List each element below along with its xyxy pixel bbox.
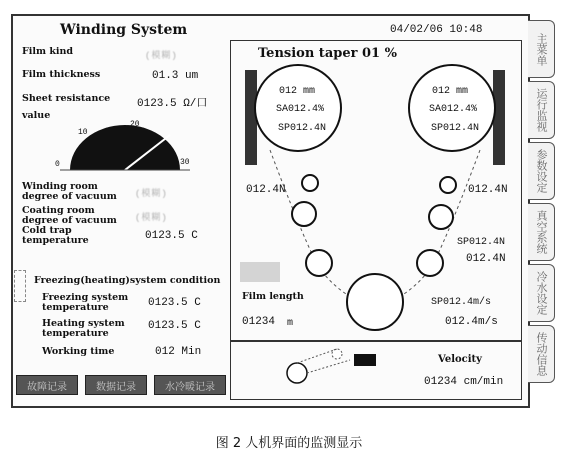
blurred-marker bbox=[240, 262, 280, 282]
freezing-temp-label: Freezing system temperature bbox=[42, 292, 129, 313]
left-roller-3 bbox=[306, 250, 332, 276]
tab-main-menu[interactable]: 主菜单 bbox=[528, 20, 555, 78]
sensor-block bbox=[354, 354, 376, 366]
tab-run-monitor[interactable]: 运行监视 bbox=[528, 81, 555, 139]
right-tension: 012.4N bbox=[468, 184, 508, 196]
film-length-value: 01234 bbox=[242, 316, 276, 328]
working-time-label: Working time bbox=[42, 346, 115, 357]
right-roll-diameter: 012 mm bbox=[432, 86, 469, 97]
gauge-tick-20: 20 bbox=[130, 120, 140, 129]
tab-drive-info[interactable]: 传动信息 bbox=[528, 325, 555, 383]
main-drum bbox=[347, 274, 403, 330]
side-tab-bar bbox=[528, 20, 558, 386]
sheet-resistance-label2: value bbox=[22, 110, 51, 121]
coating-vacuum-value: (模糊) bbox=[135, 213, 168, 223]
figure-caption: 图 2 人机界面的监测显示 bbox=[215, 436, 363, 451]
tab-vacuum-system[interactable]: 真空系统 bbox=[528, 203, 555, 261]
gauge-tick-10: 10 bbox=[78, 128, 88, 137]
film-length-label: Film length bbox=[242, 291, 304, 302]
film-thickness-value: 01.3 um bbox=[152, 70, 199, 82]
freezing-condition-title: Freezing(heating)system condition bbox=[34, 275, 221, 286]
left-roller-2 bbox=[292, 202, 316, 226]
heating-temp-label: Heating system temperature bbox=[42, 318, 125, 339]
guide-roll bbox=[332, 349, 342, 359]
velocity-value: 01234 cm/min bbox=[424, 376, 504, 388]
film-thickness-label: Film thickness bbox=[22, 69, 101, 80]
data-record-button[interactable]: 数据记录 bbox=[85, 375, 147, 395]
film-length-unit: m bbox=[287, 318, 294, 329]
film-kind-label: Film kind bbox=[22, 46, 74, 57]
condition-marker-icon bbox=[14, 270, 26, 302]
winding-vacuum-value: (模糊) bbox=[135, 189, 168, 199]
sheet-resistance-value: 0123.5 Ω/口 bbox=[137, 98, 208, 110]
right-roller-2 bbox=[429, 205, 453, 229]
left-roller-1 bbox=[302, 175, 318, 191]
unwind-diagram bbox=[230, 340, 380, 398]
working-time-value: 012 Min bbox=[155, 346, 202, 358]
right-roll-sa: SA012.4% bbox=[429, 104, 478, 115]
left-roll-sa: SA012.4% bbox=[276, 104, 325, 115]
tension-title: Tension taper 01 % bbox=[258, 46, 397, 61]
left-tension: 012.4N bbox=[246, 184, 286, 196]
sheet-resistance-label: Sheet resistance bbox=[22, 93, 111, 104]
page-title: Winding System bbox=[60, 22, 188, 38]
coating-vacuum-label: Coating room degree of vacuum bbox=[22, 205, 117, 226]
right-roller-1 bbox=[440, 177, 456, 193]
speed-value: 012.4m/s bbox=[445, 316, 498, 328]
left-roll-diameter: 012 mm bbox=[279, 86, 316, 97]
cooling-heating-record-button[interactable]: 水冷暖记录 bbox=[154, 375, 226, 395]
cold-trap-label: Cold trap temperature bbox=[22, 225, 89, 246]
right-roller-3 bbox=[417, 250, 443, 276]
tab-cooling-settings[interactable]: 冷水设定 bbox=[528, 264, 555, 322]
velocity-label: Velocity bbox=[438, 354, 482, 365]
winding-vacuum-label: Winding room degree of vacuum bbox=[22, 181, 117, 202]
right-tension-2: 012.4N bbox=[466, 253, 506, 265]
datetime: 04/02/06 10:48 bbox=[390, 24, 483, 36]
speed-sp: SP012.4m/s bbox=[431, 297, 492, 308]
fault-record-button[interactable]: 故障记录 bbox=[16, 375, 78, 395]
gauge-tick-30: 30 bbox=[180, 158, 190, 167]
heating-temp-value: 0123.5 C bbox=[148, 320, 201, 332]
gauge-tick-0: 0 bbox=[55, 160, 60, 169]
right-roll-sp: SP012.4N bbox=[431, 123, 480, 134]
right-sp: SP012.4N bbox=[457, 237, 506, 248]
freezing-temp-value: 0123.5 C bbox=[148, 297, 201, 309]
left-roll-sp: SP012.4N bbox=[278, 123, 327, 134]
small-roll bbox=[287, 363, 307, 383]
cold-trap-value: 0123.5 C bbox=[145, 230, 198, 242]
film-kind-value: (模糊) bbox=[145, 51, 178, 61]
tab-param-settings[interactable]: 参数设定 bbox=[528, 142, 555, 200]
